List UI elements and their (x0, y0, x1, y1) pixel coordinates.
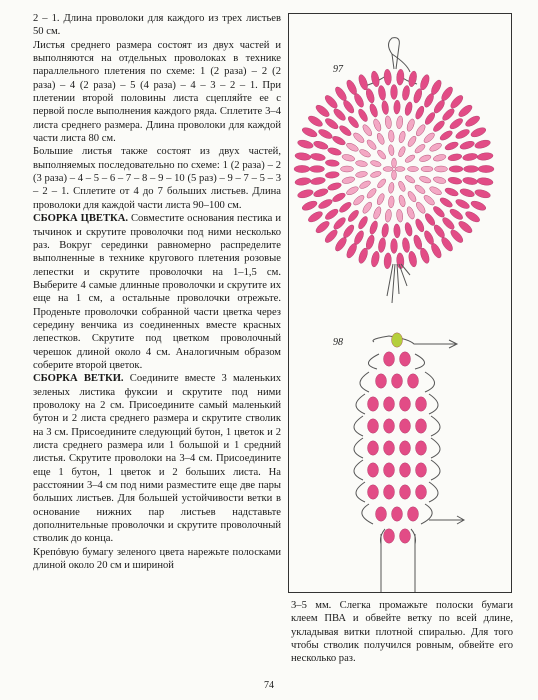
petal-bead (317, 128, 333, 141)
petal-bead (368, 220, 379, 235)
petal-bead (313, 187, 329, 198)
petal-bead (346, 115, 360, 130)
leaf-bead (384, 352, 395, 366)
petal-bead (457, 219, 474, 235)
petal-bead (419, 74, 431, 91)
petal-bead (301, 126, 319, 139)
petal-bead (435, 166, 448, 172)
petal-bead (341, 176, 355, 185)
paragraph-crepe-paper (33, 546, 281, 573)
figure-97-label: 97 (333, 64, 343, 75)
petal-bead (313, 140, 329, 151)
petal-bead (478, 165, 494, 172)
petal-bead (333, 85, 348, 102)
petal-bead (314, 219, 331, 235)
petal-bead (393, 100, 400, 114)
leaf-bead (384, 463, 395, 477)
petal-bead (404, 101, 414, 116)
petal-bead (439, 129, 454, 142)
figure-frame (288, 13, 512, 593)
figure-caption-text: 3–5 мм. Слегка промажьте полоски бумаги клеем ПВА и обвейте ветку по всей длине, укладывая витки плотной спиралью. Для того чтобы стволик получился ровным, обвейте его несколько раз. (291, 600, 513, 665)
petal-bead (464, 210, 481, 224)
petal-bead (388, 144, 395, 156)
petal-bead (433, 153, 447, 162)
petal-bead (376, 193, 386, 206)
petal-bead (406, 190, 417, 203)
petal-bead (396, 209, 404, 223)
petal-bead (428, 142, 442, 153)
petal-bead (323, 228, 339, 245)
leaf-bead (368, 419, 379, 433)
petal-bead (414, 183, 427, 195)
petal-bead (384, 69, 392, 85)
leaf-bead (384, 397, 395, 411)
petal-bead (419, 175, 432, 184)
leaf-bead (384, 485, 395, 499)
petal-bead (449, 93, 465, 110)
petal-bead (357, 74, 369, 91)
leaf-bead (416, 485, 427, 499)
petal-bead (323, 93, 339, 110)
petal-bead (332, 107, 347, 122)
petal-bead (331, 191, 346, 203)
leaf-bead (376, 507, 387, 521)
petal-bead (414, 143, 427, 155)
petal-bead (408, 70, 418, 87)
petal-bead (357, 215, 370, 230)
petal-bead (365, 88, 376, 104)
petal-bead (376, 178, 387, 190)
petal-bead (342, 99, 356, 115)
petal-bead (457, 103, 474, 119)
petal-bead (345, 142, 359, 153)
petal-bead (392, 170, 397, 180)
petal-bead (406, 135, 417, 148)
petal-bead (325, 159, 340, 167)
petal-bead (448, 117, 464, 131)
petal-bead (396, 115, 404, 129)
petal-bead (324, 117, 340, 131)
petal-bead (401, 237, 410, 253)
petal-bead (423, 212, 436, 227)
petal-bead (338, 200, 353, 214)
petal-bead (421, 166, 433, 172)
petal-bead (345, 185, 359, 196)
petal-bead (333, 236, 348, 253)
petal-bead (432, 223, 446, 239)
petal-bead (381, 100, 389, 115)
petal-bead (324, 207, 340, 221)
petal-bead (477, 152, 494, 161)
petal-bead (381, 223, 389, 238)
petal-bead (398, 194, 406, 207)
petal-bead (439, 196, 454, 209)
leaf-bead (400, 485, 411, 499)
petal-bead (415, 201, 427, 215)
petal-bead (361, 201, 373, 215)
petal-bead (440, 85, 455, 102)
petal-bead (310, 176, 326, 185)
petal-bead (332, 216, 347, 231)
leaf-bead (392, 374, 403, 388)
leaf-bead (368, 485, 379, 499)
petal-bead (441, 216, 456, 231)
petal-bead (404, 154, 416, 164)
petal-bead (432, 99, 446, 115)
petal-bead (423, 111, 436, 126)
paragraph-text: Листья среднего размера состоят из двух частей и выполняются на отдельных проволоках в технике параллельного плетения по схеме: 1 (2 раза) – 2 (2 раза) – 4 (2 раза) – 5 (4 раза) – 4 – 3 – 2 – 1. При плетении второй половины листа сцепляйте ее с первой после выполнения каждого ряда. Сплетите 3–4 листа среднего размера. Длина проволоки для каждой части листа 80 см. (33, 39, 281, 145)
page-number: 74 (264, 680, 274, 691)
petal-bead (297, 188, 314, 199)
petal-bead (449, 228, 465, 245)
beadwork-diagrams (289, 14, 511, 592)
petal-bead (412, 88, 423, 104)
petal-bead (401, 85, 410, 101)
petal-bead (432, 205, 447, 219)
petal-bead (307, 210, 324, 224)
petal-bead (365, 187, 377, 200)
petal-bead (470, 199, 488, 212)
petal-bead (384, 253, 392, 269)
petal-bead (393, 224, 400, 238)
leaf-bead (400, 397, 411, 411)
petal-bead (365, 138, 377, 151)
petal-bead (310, 166, 325, 173)
petal-bead (346, 209, 360, 224)
leaf-bead (400, 441, 411, 455)
petal-bead (404, 222, 414, 237)
leaf-bead (416, 397, 427, 411)
paragraph-large-leaves (33, 145, 281, 212)
petal-bead (341, 166, 354, 172)
petal-bead (388, 182, 395, 194)
figure-98-parallel-leaf (354, 333, 464, 592)
leaf-bead (416, 419, 427, 433)
petal-bead (294, 177, 311, 186)
petal-bead (433, 176, 447, 185)
petal-bead (372, 118, 382, 132)
petal-bead (398, 130, 406, 143)
petal-bead (370, 70, 380, 87)
petal-bead (342, 223, 356, 239)
leaf-bead (416, 463, 427, 477)
petal-bead (370, 160, 382, 168)
petal-bead (294, 152, 311, 161)
petal-bead (372, 206, 382, 220)
paragraph-text: Совместите основания пестика и тычинок и скрутите проволочки под ними несколько раз. Вокруг серединки равномерно распределите выполненные в технике кругового плетения розовые лепестки и скрутите проволочки на 1–1,5 см. Выберите 4 самые длинные проволочки и скрутите их еще на 1 см, а остальные проволочки отрежьте. Проденьте проволочки собранной части цветка через середину венчика из соединенных вместе красных лепестков. Скрутите под цветком проволочный черешок длиной около 4 см. Аналогичным образом соберите второй цветок. (33, 213, 281, 371)
leaf-bead-rows (368, 333, 427, 543)
section-heading-branch: СБОРКА ВЕТКИ. (33, 373, 124, 385)
petal-bead (355, 171, 368, 179)
petal-bead (464, 114, 481, 128)
petal-bead (474, 139, 491, 150)
petal-bead (391, 85, 398, 100)
petal-bead (358, 179, 371, 190)
petal-bead (310, 152, 326, 161)
petal-bead (294, 165, 310, 172)
petal-bead (462, 176, 478, 185)
petal-bead (397, 180, 406, 192)
petal-bead (341, 153, 355, 162)
petal-bead (449, 166, 463, 172)
petal-bead (414, 218, 426, 233)
leaf-bead (384, 529, 395, 543)
paragraph-text: Соедините вместе 3 маленьких зеленых листика фуксии и скрутите под ними проволоку на 2 см. Присоедините самый маленький бутон и 2 листа среднего размера и скрутите стволик на 3 см. Присоедините следующий бутон, 1 цветок и 2 листа среднего размера или 1 большой и 1 средний листья. Скрутите проволоки на 3–4 см. Присоедините еще 1 бутон, 1 цветок и 2 больших листа. На расстоянии 3–4 см под ними разместите еще две пары больших листьев. Для большей устойчивости ветки в основание нижних пар листьев надставьте дополнительные проволочки и скрутите проволочный стволик до конца. (33, 373, 281, 545)
leaf-bead (384, 419, 395, 433)
paragraph-text: Крепóвую бумагу зеленого цвета нарежьте полосками длиной около 20 см и шириной (33, 546, 281, 572)
petal-bead (355, 160, 368, 168)
petal-bead (464, 166, 479, 173)
petal-bead (441, 107, 456, 122)
petal-bead-rings (294, 69, 494, 269)
petal-bead (327, 146, 342, 156)
petal-bead (462, 152, 478, 161)
petal-bead (327, 181, 342, 191)
leaf-bead (400, 529, 411, 543)
petal-bead (317, 198, 333, 211)
petal-bead (377, 237, 386, 253)
petal-bead (428, 185, 442, 196)
paragraph-flower-assembly (33, 212, 281, 372)
paragraph-leaf-length (33, 12, 281, 39)
petal-bead (474, 188, 491, 199)
petal-bead (422, 194, 436, 207)
petal-bead (419, 154, 432, 163)
petal-bead (385, 209, 393, 223)
petal-bead (357, 247, 369, 264)
petal-bead (470, 126, 488, 139)
petal-bead (325, 171, 340, 179)
leaf-bead (408, 507, 419, 521)
leaf-bead (400, 419, 411, 433)
petal-bead (370, 251, 380, 268)
leaf-bead (368, 441, 379, 455)
petal-bead (301, 199, 319, 212)
figure-97-circular-petal (294, 38, 494, 303)
leaf-bead (408, 374, 419, 388)
main-text-column (33, 12, 281, 572)
petal-bead (392, 158, 397, 168)
petal-bead (454, 198, 470, 211)
petal-bead (454, 128, 470, 141)
petal-bead (331, 135, 346, 147)
petal-bead (365, 234, 376, 250)
leaf-bead (400, 352, 411, 366)
petal-bead (314, 103, 331, 119)
figure-98-label: 98 (333, 337, 343, 348)
petal-bead (338, 124, 353, 138)
petal-bead (459, 140, 475, 151)
petal-bead (388, 196, 395, 208)
petal-bead (406, 206, 416, 220)
petal-bead (388, 130, 395, 142)
petal-bead (370, 170, 382, 178)
petal-bead (408, 251, 418, 268)
petal-bead (406, 118, 416, 132)
petal-bead (444, 186, 459, 197)
petal-bead (358, 148, 371, 159)
petal-bead (397, 146, 406, 158)
petal-bead (448, 207, 464, 221)
petal-bead (391, 239, 398, 254)
petal-bead (419, 247, 431, 264)
petal-bead (404, 174, 416, 184)
leaf-bead (368, 463, 379, 477)
petal-bead (307, 114, 324, 128)
petal-bead (440, 236, 455, 253)
petal-bead (297, 139, 314, 150)
leaf-bead (400, 463, 411, 477)
leaf-bead (384, 441, 395, 455)
section-heading-flower: СБОРКА ЦВЕТКА. (33, 213, 128, 225)
petal-bead (376, 132, 386, 145)
petal-bead (357, 108, 370, 123)
petal-bead (376, 149, 387, 161)
paragraph-medium-leaves (33, 39, 281, 146)
petal-bead (368, 103, 379, 118)
petal-bead (412, 234, 423, 250)
petal-bead (414, 105, 426, 120)
petal-bead (432, 119, 447, 133)
leaf-bead (392, 333, 403, 347)
petal-bead (396, 69, 404, 85)
petal-bead (447, 176, 462, 185)
petal-bead (352, 131, 366, 144)
petal-bead (408, 166, 419, 171)
petal-bead (447, 153, 462, 162)
petal-bead (444, 140, 459, 151)
leaf-bead (368, 397, 379, 411)
paragraph-branch-assembly (33, 372, 281, 545)
petal-bead (383, 167, 393, 172)
petal-bead (459, 187, 475, 198)
petal-bead (377, 85, 386, 101)
leaf-bead (416, 441, 427, 455)
paragraph-text: Большие листья также состоят из двух частей, выполняемых последовательно по схеме: 1 (2 раза) – 2 (3 раза) – 4 – 5 – 6 – 7 – 8 – 9 – 10 (5 раз) – 9 – 7 – 5 – 3 – 2 – 1. Сплетите от 4 до 7 больших листьев. Длина проволоки для каждой части листа 90–100 см. (33, 146, 281, 211)
petal-bead (395, 167, 405, 172)
petal-bead (385, 115, 393, 129)
petal-bead (422, 131, 436, 144)
leaf-bead (376, 374, 387, 388)
petal-bead (477, 177, 494, 186)
paragraph-text: 2 – 1. Длина проволоки для каждого из трех листьев 50 см. (33, 13, 281, 38)
petal-bead (415, 123, 427, 137)
petal-bead (352, 194, 366, 207)
leaf-bead (392, 507, 403, 521)
petal-bead (361, 123, 373, 137)
